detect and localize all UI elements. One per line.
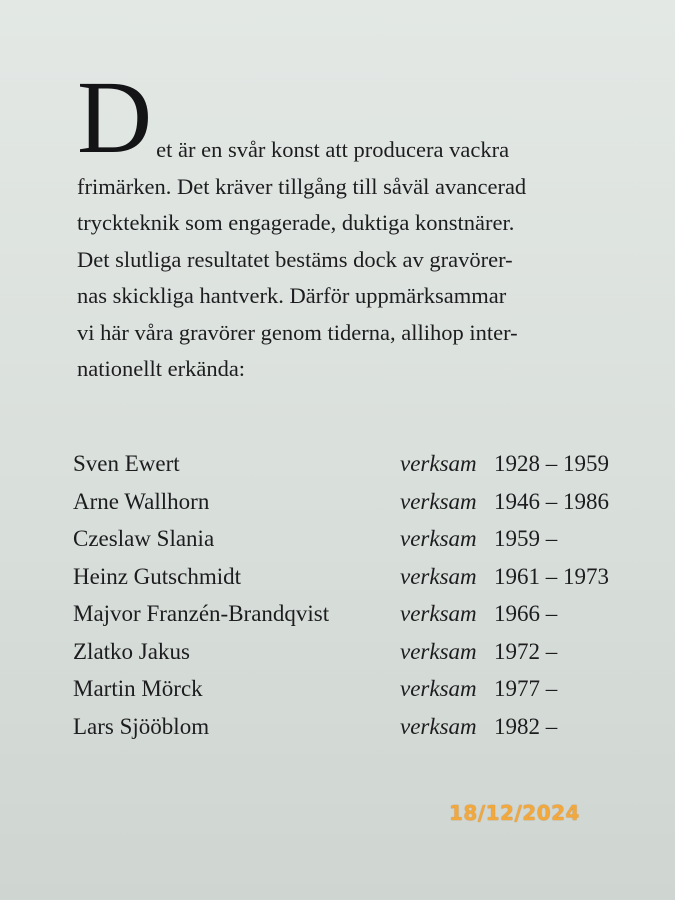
engraver-row bbox=[73, 670, 643, 708]
active-years: 1946 – 1986 bbox=[494, 488, 609, 514]
intro-line: Det slutliga resultatet bestäms dock av gravörer- bbox=[77, 246, 513, 272]
intro-line: nas skickliga hantverk. Därför uppmärksammar bbox=[77, 283, 507, 308]
active-label: verksam bbox=[400, 451, 477, 476]
engraver-name: Lars Sjööblom bbox=[73, 713, 210, 739]
active-label: verksam bbox=[400, 713, 477, 739]
active-years: 1977 – bbox=[494, 676, 558, 701]
active-years: 1972 – bbox=[494, 638, 558, 664]
active-label: verksam bbox=[400, 638, 477, 664]
engraver-name: Czeslaw Slania bbox=[73, 526, 215, 551]
active-label: verksam bbox=[400, 676, 477, 701]
engraver-row bbox=[73, 445, 643, 483]
active-years: 1982 – bbox=[494, 713, 558, 739]
active-years: 1966 – bbox=[494, 601, 558, 626]
engraver-row bbox=[73, 483, 643, 521]
active-label: verksam bbox=[400, 488, 477, 514]
engraver-row bbox=[73, 633, 643, 671]
engraver-name: Zlatko Jakus bbox=[73, 638, 190, 664]
active-label: verksam bbox=[400, 601, 477, 626]
engraver-name: Arne Wallhorn bbox=[73, 488, 210, 514]
engraver-row bbox=[73, 520, 643, 558]
intro-line: vi här våra gravörer genom tiderna, allihop inter- bbox=[77, 319, 518, 345]
engraver-name: Heinz Gutschmidt bbox=[73, 563, 241, 589]
engraver-row bbox=[73, 708, 643, 746]
intro-paragraph bbox=[77, 60, 637, 388]
intro-line: frimärken. Det kräver tillgång till såväl avancerad bbox=[77, 173, 527, 199]
intro-line: et är en svår konst att producera vackra bbox=[156, 137, 510, 162]
engraver-row bbox=[73, 595, 643, 633]
active-years: 1959 – bbox=[494, 526, 558, 551]
intro-line: tryckteknik som engagerade, duktiga konstnärer. bbox=[77, 210, 515, 235]
date-stamp: 18/12/2024 bbox=[449, 801, 580, 825]
engraver-name: Majvor Franzén-Brandqvist bbox=[73, 601, 330, 626]
intro-line: nationellt erkända: bbox=[77, 356, 246, 381]
active-label: verksam bbox=[400, 563, 477, 589]
engraver-list bbox=[73, 445, 643, 745]
engraver-name: Martin Mörck bbox=[73, 676, 203, 701]
engraver-name: Sven Ewert bbox=[73, 451, 180, 476]
active-years: 1961 – 1973 bbox=[494, 563, 609, 589]
active-years: 1928 – 1959 bbox=[494, 451, 609, 476]
engraver-row bbox=[73, 558, 643, 596]
active-label: verksam bbox=[400, 526, 477, 551]
drop-cap: D bbox=[77, 60, 153, 175]
